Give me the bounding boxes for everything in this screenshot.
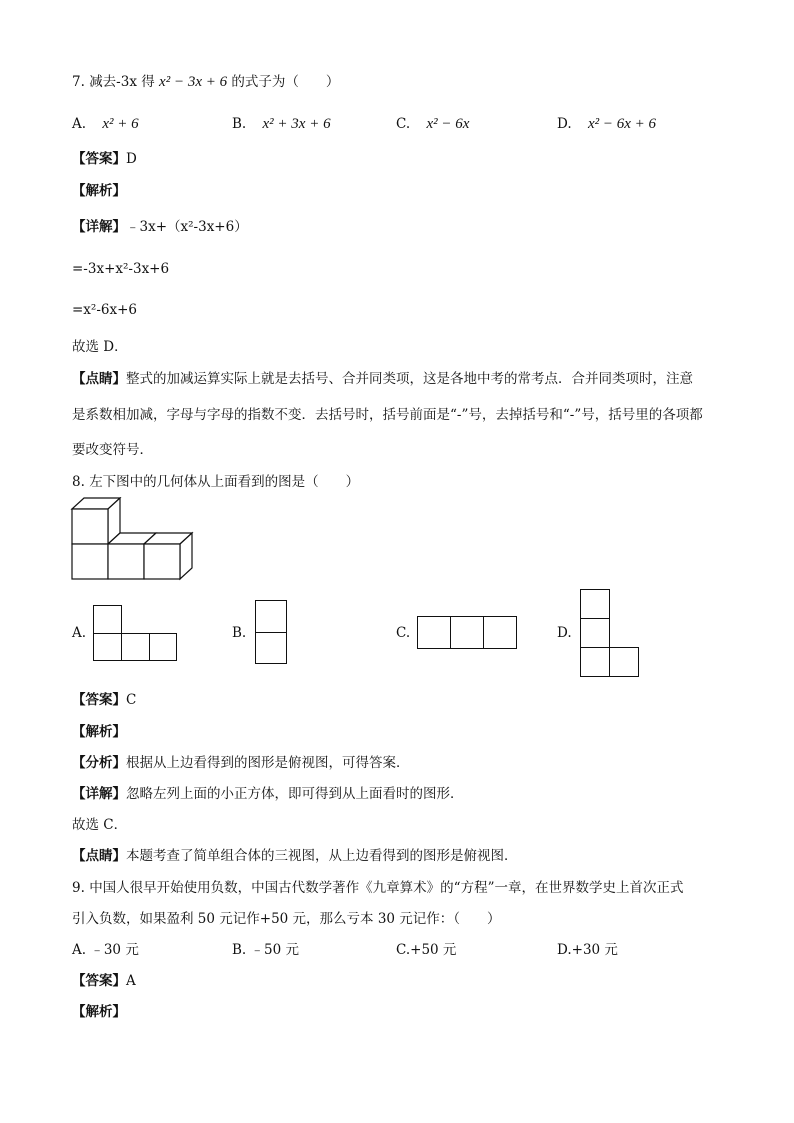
q7-option-c[interactable] — [396, 114, 469, 134]
q8-comment — [72, 846, 518, 866]
q9-answer — [72, 971, 136, 991]
q7-option-b[interactable] — [232, 114, 331, 134]
q9-answer-value: A — [126, 973, 136, 989]
square-cell — [121, 633, 150, 661]
q8-comment-tag: 【点睛】 — [72, 848, 126, 864]
cube-front-face — [72, 509, 108, 544]
q7-answer — [72, 149, 137, 169]
q7-option-a-expr: x² + 6 — [102, 116, 139, 132]
q8-comment-text: 本题考查了简单组合体的三视图，从上边看得到的图形是俯视图． — [126, 848, 518, 864]
q9-number: 9. — [72, 880, 85, 896]
q7-comment-tag: 【点睛】 — [72, 371, 126, 387]
q9-option-b-letter: B. — [232, 942, 247, 958]
q9-option-c[interactable] — [396, 940, 456, 960]
q8-fenxi — [72, 753, 410, 773]
q7-stem-text-a: 减去-3x 得 — [89, 74, 155, 90]
q8-fenxi-text: 根据从上边看得到的图形是俯视图，可得答案． — [126, 755, 410, 771]
square-cell — [609, 647, 639, 677]
q9-stem-text-1: 中国人很早开始使用负数，中国古代数学著作《九章算术》的“方程”一章，在世界数学史上首次正式 — [89, 880, 684, 896]
q9-option-a[interactable] — [72, 940, 139, 960]
cube-front-face — [72, 544, 108, 579]
q7-stem-text-b: 的式子为（ ） — [231, 74, 340, 90]
q8-solid-figure — [70, 497, 196, 584]
q9-analysis-tag: 【解析】 — [72, 1004, 126, 1020]
q7-comment-line-1 — [72, 369, 693, 389]
square-cell — [450, 616, 484, 649]
q7-answer-tag: 【答案】 — [72, 151, 126, 167]
q9-stem-line-1 — [72, 878, 684, 898]
cube-front-face — [108, 544, 144, 579]
q7-option-a-letter: A. — [72, 116, 87, 132]
q7-option-d-expr: x² − 6x + 6 — [587, 116, 656, 132]
q8-answer — [72, 690, 136, 710]
q8-detail-tag: 【详解】 — [72, 786, 126, 802]
q7-comment-line-3: 要改变符号． — [72, 442, 153, 458]
square-cell — [255, 600, 287, 633]
q7-detail-line: ﹣3x+（x²-3x+6） — [126, 219, 248, 235]
square-cell — [255, 632, 287, 664]
q7-step-2: =x²-6x+6 — [72, 302, 138, 318]
q9-option-d[interactable] — [557, 940, 618, 960]
square-cell — [93, 633, 122, 661]
q7-option-b-letter: B. — [232, 116, 247, 132]
q8-number: 8. — [72, 474, 85, 490]
q7-option-d[interactable] — [557, 114, 656, 134]
q8-answer-tag: 【答案】 — [72, 692, 126, 708]
square-cell — [93, 605, 122, 634]
q9-stem-line-2: 引入负数，如果盈利 50 元记作+50 元，那么亏本 30 元记作：（ ） — [72, 911, 501, 927]
q7-option-d-letter: D. — [557, 116, 572, 132]
q7-comment-text-1: 整式的加减运算实际上就是去括号、合并同类项，这是各地中考的常考点．合并同类项时，注意 — [126, 371, 693, 387]
square-cell — [580, 589, 610, 619]
square-cell — [580, 647, 610, 677]
q8-option-a-label[interactable]: A. — [72, 625, 87, 641]
q8-stem — [72, 472, 359, 492]
q8-answer-value: C — [126, 692, 137, 708]
q7-conclusion: 故选 D． — [72, 339, 128, 355]
square-cell — [580, 618, 610, 648]
q8-stem-text: 左下图中的几何体从上面看到的图是（ ） — [89, 474, 360, 490]
q7-step-1: =-3x+x²-3x+6 — [72, 261, 170, 277]
q8-option-b-label[interactable]: B. — [232, 625, 247, 641]
square-cell — [149, 633, 177, 661]
q8-detail — [72, 784, 464, 804]
q9-option-d-letter: D. — [557, 942, 572, 958]
square-cell — [417, 616, 451, 649]
q9-option-c-text: +50 元 — [410, 942, 457, 958]
square-cell — [483, 616, 517, 649]
q7-answer-value: D — [126, 151, 137, 167]
q9-option-a-text: ﹣30 元 — [90, 942, 139, 958]
q9-option-b[interactable] — [232, 940, 299, 960]
q9-option-c-letter: C. — [396, 942, 411, 958]
q8-analysis-tag: 【解析】 — [72, 724, 126, 740]
q9-answer-tag: 【答案】 — [72, 973, 126, 989]
q7-analysis-tag: 【解析】 — [72, 183, 126, 199]
q9-option-b-text: ﹣50 元 — [250, 942, 299, 958]
q7-option-a[interactable] — [72, 114, 139, 134]
q7-detail-tag: 【详解】 — [72, 219, 126, 235]
q7-option-b-expr: x² + 3x + 6 — [262, 116, 331, 132]
q7-option-c-letter: C. — [396, 116, 411, 132]
q7-option-c-expr: x² − 6x — [426, 116, 470, 132]
q8-option-d-label[interactable]: D. — [557, 625, 572, 641]
q7-stem — [72, 72, 339, 92]
q8-conclusion: 故选 C． — [72, 817, 128, 833]
cube-front-face — [144, 544, 180, 579]
q7-comment-line-2: 是系数相加减，字母与字母的指数不变．去括号时，括号前面是“-”号，去掉括号和“-”号，括号里的各项都 — [72, 407, 703, 423]
q8-detail-text: 忽略左列上面的小正方体，即可得到从上面看时的图形． — [126, 786, 464, 802]
q7-stem-expression: x² − 3x + 6 — [159, 74, 228, 90]
q7-number: 7. — [72, 74, 85, 90]
q8-fenxi-tag: 【分析】 — [72, 755, 126, 771]
q9-option-a-letter: A. — [72, 942, 87, 958]
q7-detail — [72, 217, 248, 237]
q8-option-c-label[interactable]: C. — [396, 625, 411, 641]
q9-option-d-text: +30 元 — [571, 942, 618, 958]
